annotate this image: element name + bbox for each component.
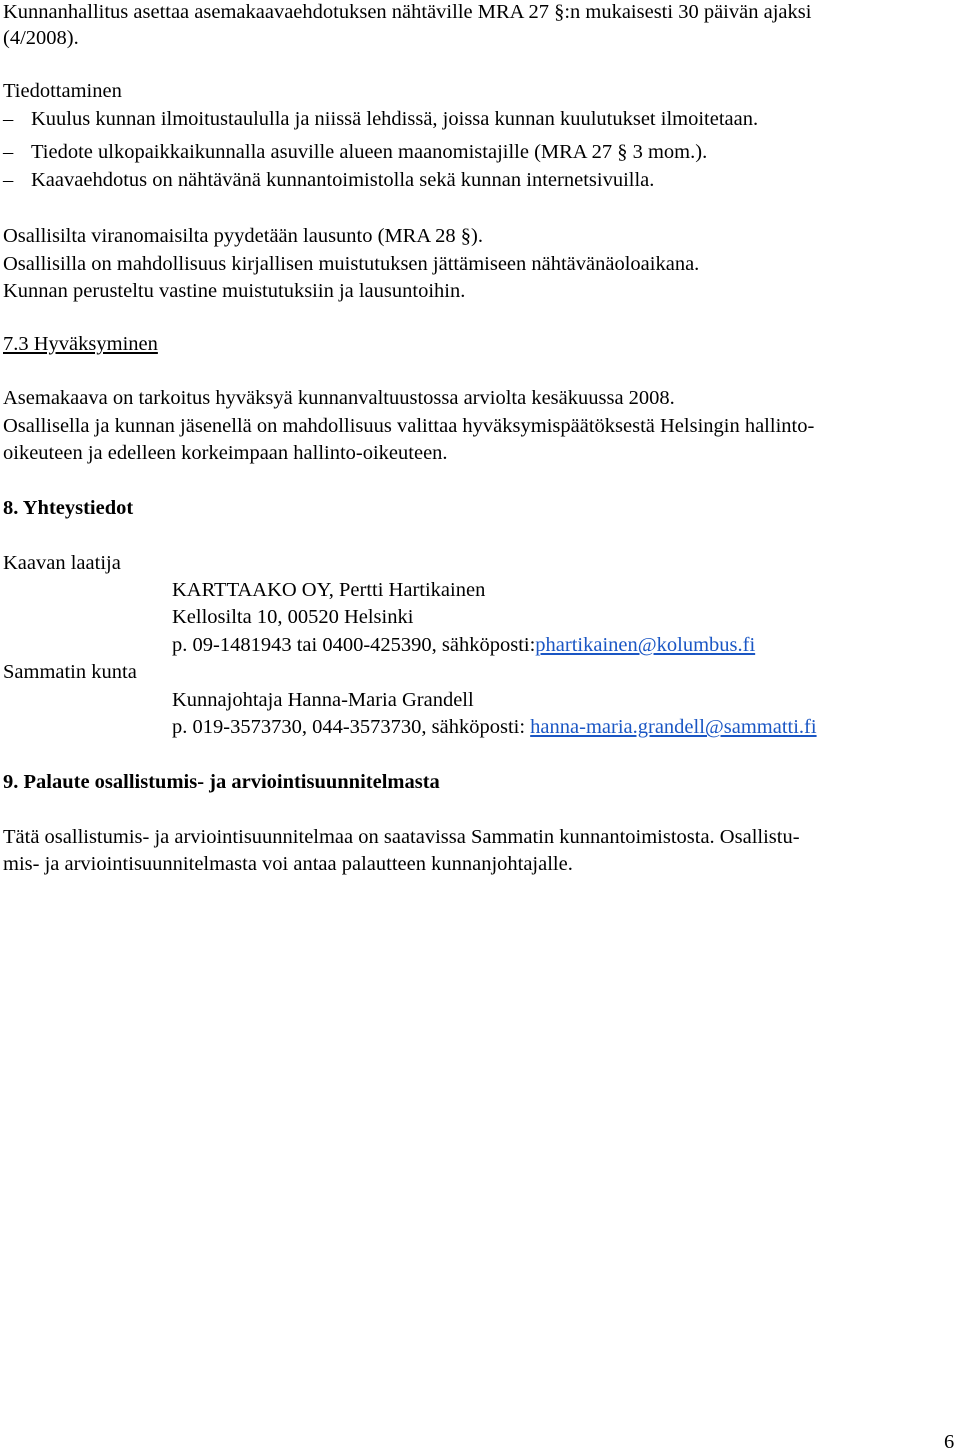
kunta-phone: p. 019-3573730, 044-3573730, sähköposti:	[172, 716, 531, 738]
bullet-dash: –	[3, 108, 14, 130]
laatija-name: KARTTAAKO OY, Pertti Hartikainen	[172, 579, 486, 601]
section-8-heading: 8. Yhteystiedot	[3, 497, 134, 519]
list-item	[3, 168, 654, 192]
page-number: 6	[944, 1431, 955, 1453]
osallisilta-line-2: Osallisilla on mahdollisuus kirjallisen muistutuksen jättämiseen nähtävänäoloaikana.	[3, 253, 700, 275]
section-7-3-heading: 7.3 Hyväksyminen	[3, 333, 158, 355]
section-9-line-1: Tätä osallistumis- ja arviointisuunnitelmaa on saatavissa Sammatin kunnantoimistosta. Osallistu-	[3, 826, 800, 848]
laatija-email-link[interactable]: phartikainen@kolumbus.fi	[535, 634, 756, 656]
osallisilta-line-1: Osallisilta viranomaisilta pyydetään lausunto (MRA 28 §).	[3, 225, 483, 247]
section-7-3-line-1: Asemakaava on tarkoitus hyväksyä kunnanvaltuustossa arviolta kesäkuussa 2008.	[3, 387, 675, 409]
bullet-dash: –	[3, 169, 14, 191]
laatija-contact	[172, 633, 755, 657]
list-item-text: Tiedote ulkopaikkaikunnalla asuville alueen maanomistajille (MRA 27 § 3 mom.).	[31, 141, 708, 163]
sammatin-kunta-label: Sammatin kunta	[3, 661, 137, 683]
kunta-contact	[172, 715, 817, 739]
tiedottaminen-title: Tiedottaminen	[3, 80, 122, 102]
section-9-line-2: mis- ja arviointisuunnitelmasta voi antaa palautteen kunnanjohtajalle.	[3, 853, 573, 875]
kaavan-laatija-label: Kaavan laatija	[3, 552, 121, 574]
kunta-email-link[interactable]: hanna-maria.grandell@sammatti.fi	[530, 716, 817, 738]
bullet-dash: –	[3, 141, 14, 163]
list-item-text: Kaavaehdotus on nähtävänä kunnantoimistolla sekä kunnan internetsivuilla.	[31, 169, 655, 191]
list-item	[3, 107, 758, 131]
section-9-heading: 9. Palaute osallistumis- ja arviointisuunnitelmasta	[3, 771, 440, 793]
section-7-3-line-2: Osallisella ja kunnan jäsenellä on mahdollisuus valittaa hyväksymispäätöksestä Helsingin hallinto-	[3, 415, 815, 437]
section-7-3-line-3: oikeuteen ja edelleen korkeimpaan hallinto-oikeuteen.	[3, 442, 448, 464]
osallisilta-line-3: Kunnan perusteltu vastine muistutuksiin ja lausuntoihin.	[3, 280, 466, 302]
intro-line-1: Kunnanhallitus asettaa asemakaavaehdotuksen nähtäville MRA 27 §:n mukaisesti 30 päivän ajaksi	[3, 1, 812, 23]
list-item	[3, 140, 707, 164]
laatija-address: Kellosilta 10, 00520 Helsinki	[172, 606, 414, 628]
kunta-name: Kunnajohtaja Hanna-Maria Grandell	[172, 689, 474, 711]
list-item-text: Kuulus kunnan ilmoitustaululla ja niissä lehdissä, joissa kunnan kuulutukset ilmoitetaan.	[31, 108, 759, 130]
laatija-phone: p. 09-1481943 tai 0400-425390, sähköposti:	[172, 634, 536, 656]
intro-line-2: (4/2008).	[3, 27, 79, 49]
